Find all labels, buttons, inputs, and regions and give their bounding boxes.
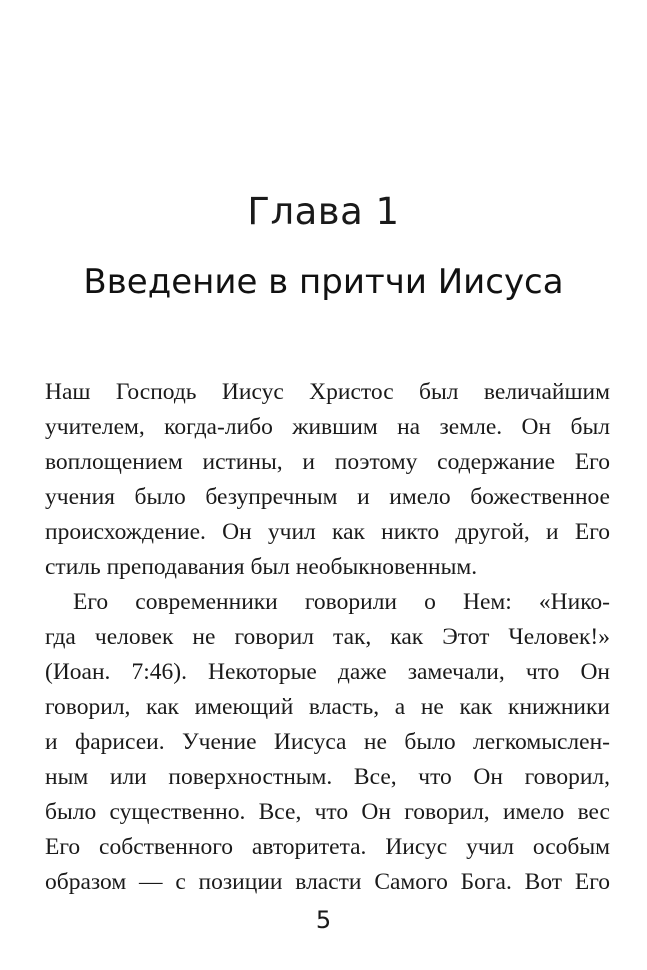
text-line: Его современники говорили о Нем: «Нико- [73,589,610,615]
text-line: образом — с позиции власти Самого Бога. Вот Его [45,869,610,895]
body-text [45,375,610,900]
text-line: говорил, как имеющий власть, а не как книжники [45,694,610,720]
text-line: было существенно. Все, что Он говорил, имело вес [45,799,610,825]
text-line: Его собственного авторитета. Иисус учил особым [45,834,610,860]
text-line: воплощением истины, и поэтому содержание Его [45,449,610,475]
text-line: Наш Господь Иисус Христос был величайшим [45,379,610,405]
text-line: гда человек не говорил так, как Этот Человек!» [45,624,610,650]
paragraph [45,585,610,900]
text-line: стиль преподавания был необыкновенным. [45,554,478,580]
text-line: и фарисеи. Учение Иисуса не было легкомыслен- [45,729,610,755]
page-number: 5 [315,906,332,934]
text-line: учителем, когда-либо жившим на земле. Он был [45,414,610,440]
chapter-title: Введение в притчи Иисуса [83,262,564,302]
paragraph [45,375,610,585]
text-line: учения было безупречным и имело божественное [45,484,610,510]
text-line: ным или поверхностным. Все, что Он говорил, [45,764,610,790]
text-line: (Иоан. 7:46). Некоторые даже замечали, что Он [45,659,610,685]
chapter-number: Глава 1 [247,190,400,233]
text-line: происхождение. Он учил как никто другой, и Его [45,519,610,545]
